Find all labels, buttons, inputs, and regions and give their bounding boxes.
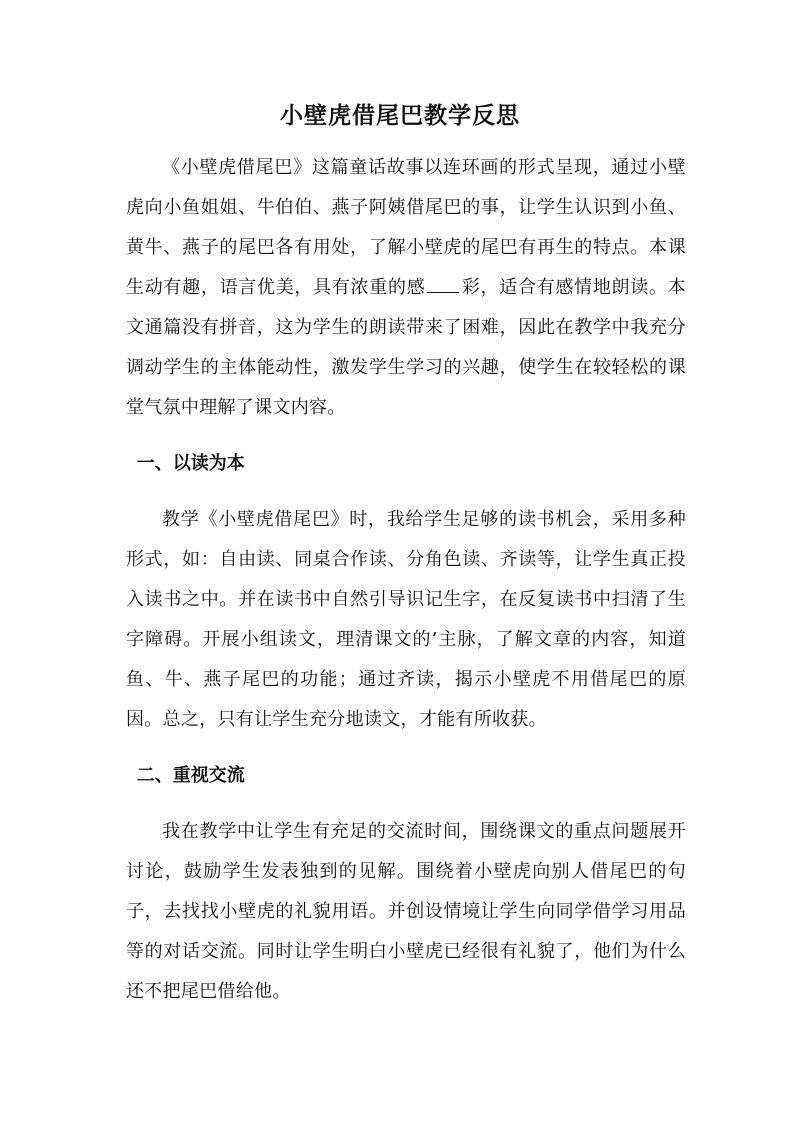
section-paragraph-reading: 教学《小壁虎借尾巴》时，我给学生足够的读书机会，采用多种形式，如：自由读、同桌合作读、分角色读、齐读等，让学生真正投入读书之中。并在读书中自然引导识记生字，在反复读书中扫清了生字障碍。开展小组读文，理清课文的’主脉，了解文章的内容，知道鱼、牛、燕子尾巴的功能；通过齐读，揭示小壁虎不用借尾巴的原因。总之，只有让学生充分地读文，才能有所收获。: [126, 509, 686, 730]
document-title: 小壁虎借尾巴教学反思: [280, 103, 520, 129]
section-heading-reading: 一、以读为本: [136, 453, 245, 474]
paragraph-gap: [126, 428, 686, 444]
paragraph-gap: [126, 484, 686, 500]
fill-in-blank-underline: [427, 276, 459, 293]
paragraph-gap: [126, 740, 686, 756]
intro-paragraph: [126, 148, 686, 428]
intro-text-before-blank: 《小壁虎借尾巴》这篇童话故事以连环画的形式呈现，通过小壁虎向小鱼姐姐、牛伯伯、燕子阿姨借尾巴的事，让学生认识到小鱼、黄牛、燕子的尾巴各有用处，了解小壁虎的尾巴有再生的特点。本课生动有趣，语言优美，具有浓重的感: [126, 157, 686, 298]
section-heading-communication: 二、重视交流: [136, 765, 245, 786]
intro-text-after-blank: 彩，适合有感情地朗读。本文通篇没有拼音，这为学生的朗读带来了困难，因此在教学中我充分调动学生的主体能动性，激发学生学习的兴趣，使学生在较轻松的课堂气氛中理解了课文内容。: [126, 277, 686, 418]
section-paragraph-communication: 我在教学中让学生有充足的交流时间，围绕课文的重点问题展开讨论，鼓励学生发表独到的见解。围绕着小壁虎向别人借尾巴的句子，去找找小壁虎的礼貌用语。并创设情境让学生向同学借学习用品等的对话交流。同时让学生明白小壁虎已经很有礼貌了，他们为什么还不把尾巴借给他。: [126, 821, 686, 1002]
paragraph-gap: [126, 796, 686, 812]
document-body: [126, 148, 686, 1012]
